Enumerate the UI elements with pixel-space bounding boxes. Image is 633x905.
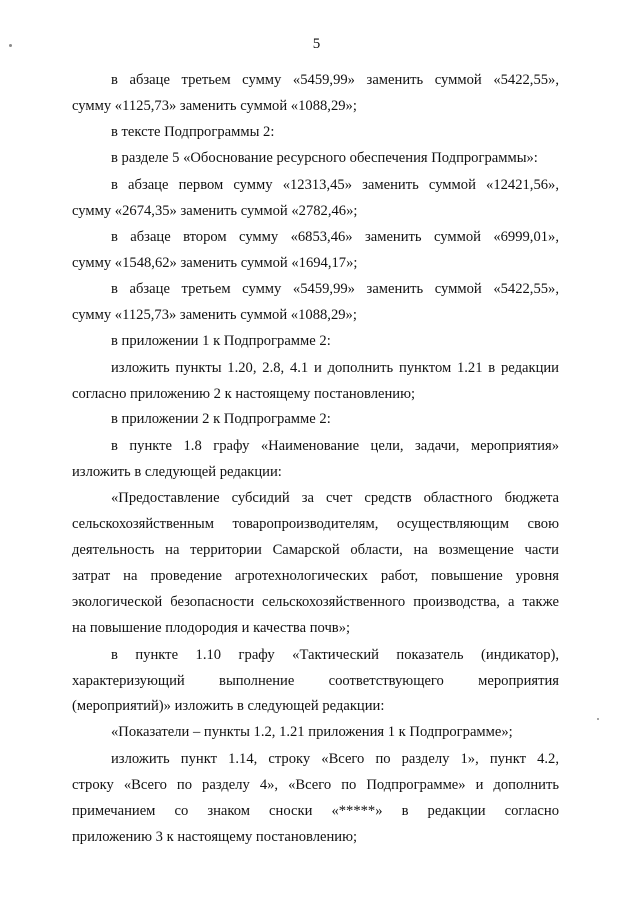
text-line: в абзаце третьем сумму «5459,99» заменить суммой «5422,55», — [111, 72, 559, 88]
text-line: в пункте 1.10 графу «Тактический показатель (индикатор), — [111, 647, 559, 663]
text-line: сумму «1548,62» заменить суммой «1694,17»; — [72, 255, 358, 271]
text-line: сельскохозяйственным товаропроизводителям, осуществляющим свою — [72, 516, 559, 532]
text-line: в разделе 5 «Обоснование ресурсного обеспечения Подпрограммы»: — [111, 150, 538, 166]
text-line: экологической безопасности сельскохозяйственного производства, а также — [72, 594, 559, 610]
text-line: строку «Всего по разделу 4», «Всего по Подпрограмме» и дополнить — [72, 777, 559, 793]
text-line: затрат на проведение агротехнологических работ, повышение уровня — [72, 568, 559, 584]
text-line: «Показатели – пункты 1.2, 1.21 приложения 1 к Подпрограмме»; — [111, 724, 513, 740]
text-line: в абзаце первом сумму «12313,45» заменить суммой «12421,56», — [111, 177, 559, 193]
page-number: 5 — [312, 36, 321, 52]
text-line: в приложении 2 к Подпрограмме 2: — [111, 411, 331, 427]
text-line: характеризующий выполнение соответствующего мероприятия — [72, 673, 559, 689]
text-line: изложить пункт 1.14, строку «Всего по разделу 1», пункт 4.2, — [111, 751, 559, 767]
text-line: сумму «2674,35» заменить суммой «2782,46»; — [72, 203, 358, 219]
text-line: изложить в следующей редакции: — [72, 464, 282, 480]
text-line: в абзаце втором сумму «6853,46» заменить суммой «6999,01», — [111, 229, 559, 245]
text-line: приложению 3 к настоящему постановлению; — [72, 829, 358, 845]
text-line: сумму «1125,73» заменить суммой «1088,29»; — [72, 98, 357, 114]
text-line: в пункте 1.8 графу «Наименование цели, задачи, мероприятия» — [111, 438, 559, 454]
text-line: примечанием со знаком сноски «*****» в редакции согласно — [72, 803, 559, 819]
text-line: сумму «1125,73» заменить суммой «1088,29»; — [72, 307, 357, 323]
text-line: «Предоставление субсидий за счет средств областного бюджета — [111, 490, 559, 506]
text-line: согласно приложению 2 к настоящему постановлению; — [72, 386, 416, 402]
text-line: (мероприятий)» изложить в следующей редакции: — [72, 698, 385, 714]
text-line: деятельность на территории Самарской области, на возмещение части — [72, 542, 559, 558]
text-line: в тексте Подпрограммы 2: — [111, 124, 275, 140]
text-line: в приложении 1 к Подпрограмме 2: — [111, 333, 331, 349]
text-line: в абзаце третьем сумму «5459,99» заменить суммой «5422,55», — [111, 281, 559, 297]
text-line: на повышение плодородия и качества почв»; — [72, 620, 351, 636]
scan-speck — [597, 718, 599, 720]
text-line: изложить пункты 1.20, 2.8, 4.1 и дополнить пунктом 1.21 в редакции — [111, 360, 559, 376]
